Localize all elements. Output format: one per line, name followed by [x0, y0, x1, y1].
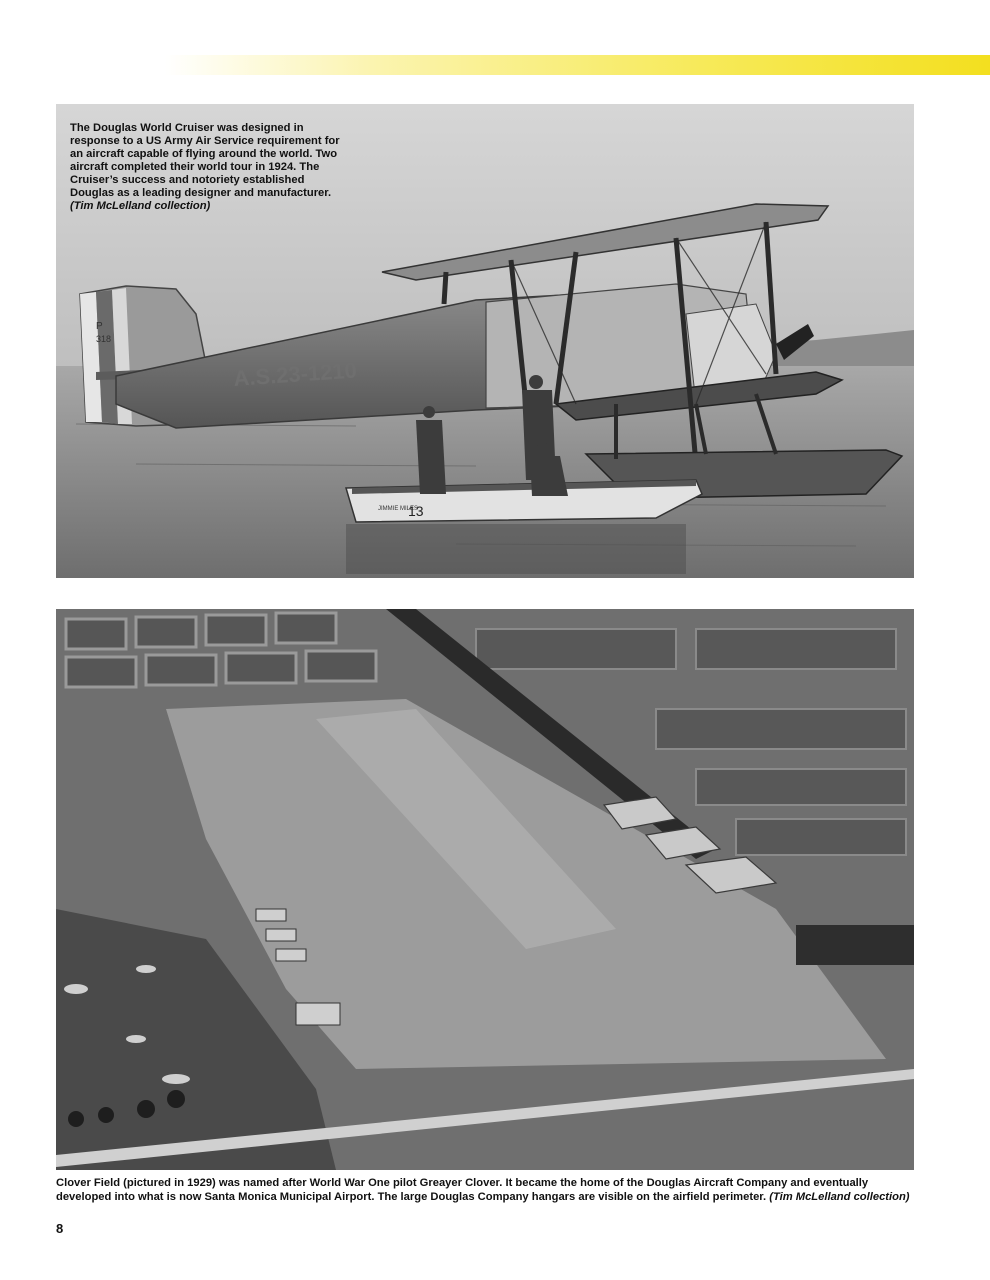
- clover-field-caption: [56, 1176, 916, 1204]
- clover-field-caption-text: Clover Field (pictured in 1929) was named after World War One pilot Greayer Clover. It became the home of the Douglas Aircraft Company and eventually developed into what is now Santa Monica Municipal Airport. The large Douglas Company hangars are visible on the airfield perimeter.: [56, 1177, 869, 1203]
- clover-field-photo: [56, 609, 914, 1170]
- world-cruiser-photo: [56, 104, 914, 578]
- factory-building: [796, 925, 914, 965]
- fuselage-serial: A.S.23-1210: [232, 357, 358, 391]
- cruiser-caption-text: The Douglas World Cruiser was designed in response to a US Army Air Service requirement for an aircraft capable of flying around the world. Two aircraft completed their world tour in 1924. The Cruiser’s success and notoriety established Douglas as a leading designer and manufacturer.: [70, 122, 340, 199]
- cruiser-caption: [70, 122, 342, 213]
- cruiser-caption-credit: (Tim McLelland collection): [70, 200, 211, 212]
- clover-field-caption-credit: (Tim McLelland collection): [769, 1191, 910, 1203]
- tail-letter: P: [96, 321, 103, 332]
- decorative-header-band: [165, 55, 990, 75]
- page-number: 8: [56, 1221, 64, 1236]
- boat-name: JIMMIE MILES: [378, 506, 419, 512]
- tail-number: 318: [96, 334, 112, 344]
- clover-field-image: [56, 609, 914, 1170]
- boat-number: 13: [408, 503, 424, 519]
